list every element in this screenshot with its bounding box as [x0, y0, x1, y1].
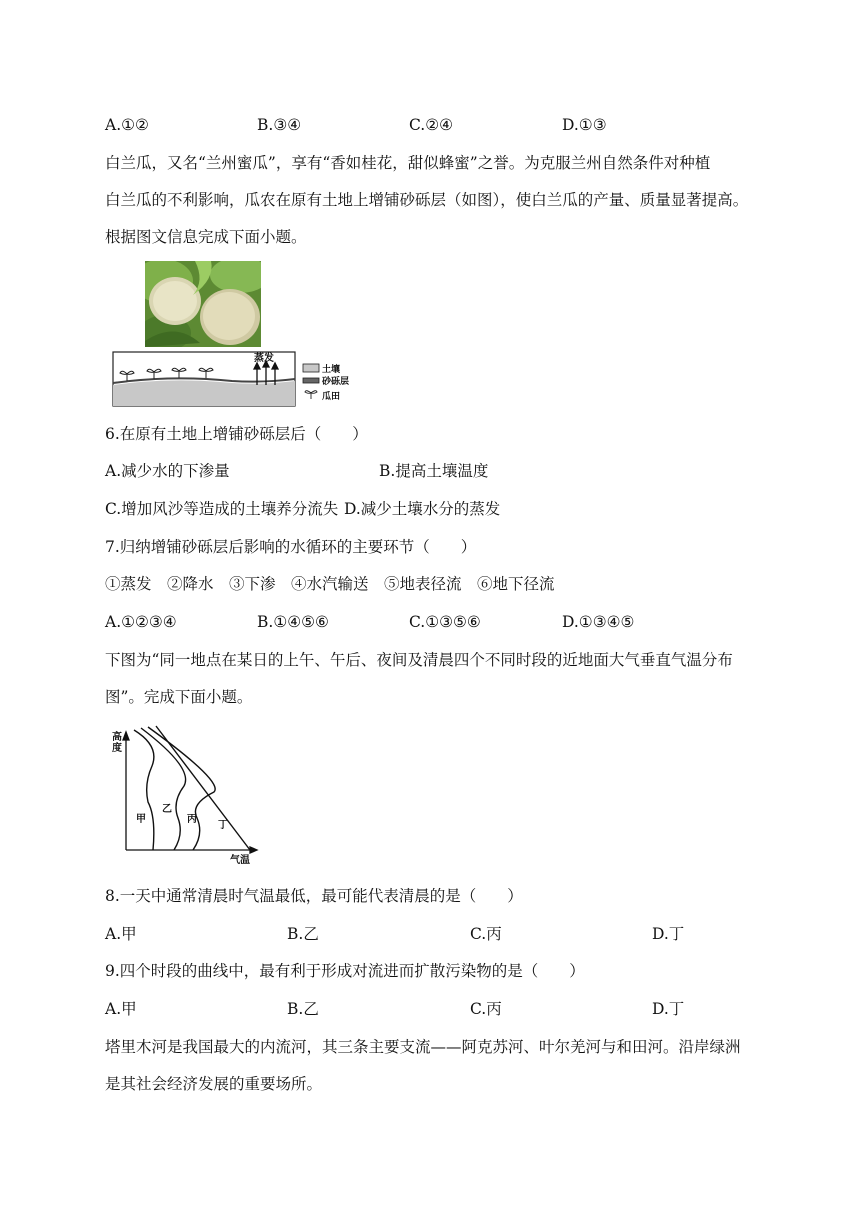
- x-axis-label: 气温: [230, 855, 250, 866]
- passage3-line-2: 是其社会经济发展的重要场所。: [105, 1075, 323, 1093]
- curve-label-jia: 甲: [136, 814, 146, 825]
- q8-stem: 8.一天中通常清晨时气温最低，最可能代表清晨的是（ ）: [105, 887, 523, 905]
- q8-option-d: D.丁: [652, 925, 685, 943]
- curve-ding: [156, 726, 250, 850]
- q6-stem: 6.在原有土地上增铺砂砾层后（ ）: [105, 425, 368, 443]
- melon-photo: [145, 261, 261, 347]
- q7-stem: 7.归纳增铺砂砾层后影响的水循环的主要环节（ ）: [105, 538, 477, 556]
- temperature-profile-diagram: [104, 722, 264, 867]
- q6-option-a: A.减少水的下渗量: [105, 462, 230, 480]
- passage1-line-2: 白兰瓜的不利影响，瓜农在原有土地上增铺砂砾层（如图），使白兰瓜的产量、质量显著提高。: [105, 191, 749, 209]
- legend-soil: 土壤: [322, 365, 341, 375]
- q5-option-b: B.③④: [257, 116, 302, 134]
- legend-gravel: 砂砾层: [322, 377, 350, 387]
- evaporation-label: 蒸发: [254, 353, 274, 364]
- passage2-line-2: 图”。完成下面小题。: [105, 688, 253, 706]
- q9-option-c: C.丙: [470, 1000, 502, 1018]
- q8-option-b: B.乙: [287, 925, 319, 943]
- q9-stem: 9.四个时段的曲线中，最有利于形成对流进而扩散污染物的是（ ）: [105, 962, 585, 980]
- curve-label-yi: 乙: [162, 804, 172, 815]
- q6-option-c: C.增加风沙等造成的土壤养分流失: [105, 500, 339, 518]
- q9-option-b: B.乙: [287, 1000, 319, 1018]
- curve-yi: [141, 728, 186, 850]
- passage2-line-1: 下图为“同一地点在某日的上午、午后、夜间及清晨四个不同时段的近地面大气垂直气温分布: [105, 651, 733, 669]
- passage1-line-3: 根据图文信息完成下面小题。: [105, 228, 307, 246]
- curve-label-bing: 丙: [187, 814, 197, 825]
- q5-option-a: A.①②: [105, 116, 149, 134]
- curve-jia: [134, 730, 154, 850]
- q8-option-c: C.丙: [470, 925, 502, 943]
- q5-option-d: D.①③: [562, 116, 607, 134]
- y-axis-label-line2: 度: [112, 743, 122, 754]
- q9-option-d: D.丁: [652, 1000, 685, 1018]
- passage3-line-1: 塔里木河是我国最大的内流河，其三条主要支流——阿克苏河、叶尔羌河与和田河。沿岸绿洲: [105, 1038, 741, 1056]
- q9-option-a: A.甲: [105, 1000, 137, 1018]
- q5-option-c: C.②④: [409, 116, 454, 134]
- passage1-line-1: 白兰瓜，又名“兰州蜜瓜”，享有“香如桂花，甜似蜂蜜”之誉。为克服兰州自然条件对种植: [105, 154, 711, 172]
- sand-gravel-diagram: [112, 347, 362, 409]
- q7-option-a: A.①②③④: [105, 613, 177, 631]
- q7-option-c: C.①③⑤⑥: [409, 613, 481, 631]
- q7-option-d: D.①③④⑤: [562, 613, 635, 631]
- y-axis-label-line1: 高: [112, 732, 122, 743]
- legend-melon-field: 瓜田: [322, 392, 341, 402]
- q8-option-a: A.甲: [105, 925, 137, 943]
- curve-label-ding: 丁: [218, 820, 228, 831]
- q7-option-b: B.①④⑤⑥: [257, 613, 329, 631]
- q7-items: ①蒸发 ②降水 ③下渗 ④水汽输送 ⑤地表径流 ⑥地下径流: [105, 575, 555, 593]
- q6-option-d: D.减少土壤水分的蒸发: [344, 500, 501, 518]
- q6-option-b: B.提高土壤温度: [379, 462, 489, 480]
